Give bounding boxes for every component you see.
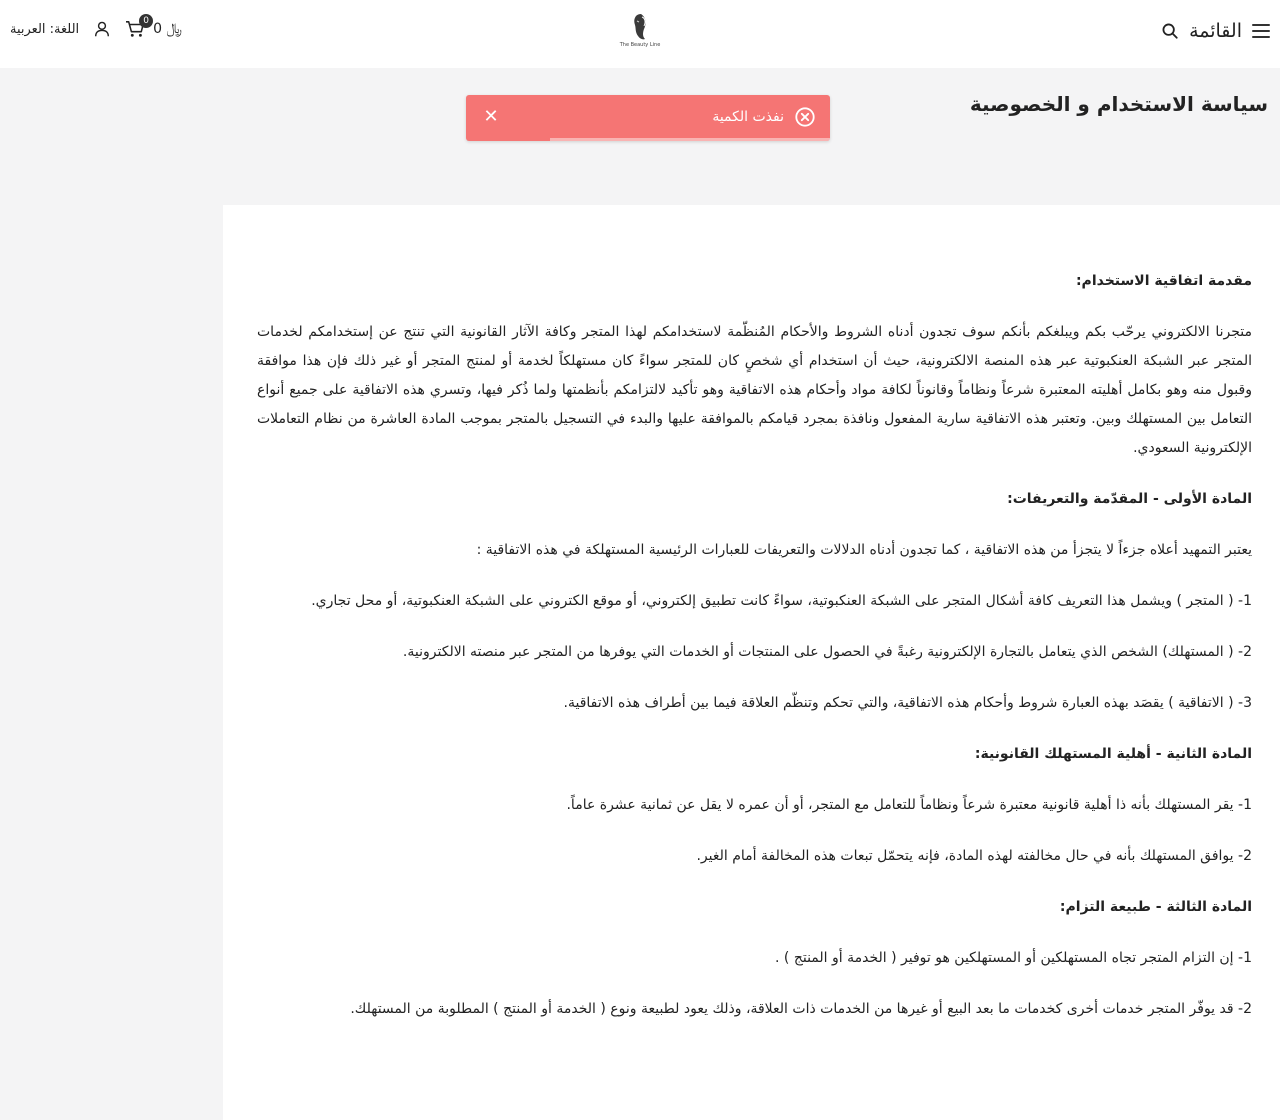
policy-paragraph: 1- يقر المستهلك بأنه ذا أهلية قانونية معتبرة شرعاً ونظاماً للتعامل مع المتجر، أو أن عمره لا يقل عن ثمانية عشرة عاماً.: [566, 797, 1252, 813]
search-icon[interactable]: [1161, 22, 1179, 40]
section-heading: المادة الثانية - أهلية المستهلك القانونية:: [974, 746, 1252, 762]
store-logo[interactable]: [610, 12, 670, 58]
cart-total: 0 ﷼: [153, 21, 183, 37]
policy-paragraph: 1- إن التزام المتجر تجاه المستهلكين أو المستهلكين هو توفير ( الخدمة أو المنتج ) .: [775, 950, 1252, 966]
policy-paragraph: يعتبر التمهيد أعلاه جزءاً لا يتجزأ من هذه الاتفاقية ، كما تجدون أدناه الدلالات والتعريفات للعبارات الرئيسية المستهلكة في هذه الاتفاقية :: [476, 542, 1252, 558]
toast-close-icon[interactable]: ✕: [483, 106, 499, 127]
section-heading: المادة الثالثة - طبيعة التزام:: [1059, 899, 1252, 915]
policy-paragraph: متجرنا الالكتروني يرحّب بكم ويبلغكم بأنكم سوف تجدون أدناه الشروط والأحكام المُنظّمة لاستخدامكم لهذا المتجر وكافة الآثار القانونية التي تنتج عن إستخدامكم لخدمات المتجر عبر الشبكة العنكبوتية عبر هذه المنصة الالكترونية، حيث أن استخدام أي شخصٍ كان للمتجر سواءً كان مستهلكاً لخدمة أو لمنتج المتجر أو غير ذلك فإن هذا موافقة وقبول منه وهو بكامل أهليته المعتبرة شرعاً ونظاماً وقانوناً لكافة مواد وأحكام هذه الاتفاقية وهو تأكيد لالتزامكم بأنظمتها ولما ذُكر فيها، وتسري هذه الاتفاقية على جميع أنواع التعامل بين المستهلك وبين. وتعتبر هذه الاتفاقية سارية المفعول ونافذة بمجرد قيامكم بالموافقة عليها والبدء في التسجيل بالمتجر بموجب المادة العاشرة من نظام التعاملات الإلكترونية السعودي.: [257, 324, 1252, 456]
section-heading: المادة الأولى - المقدّمة والتعريفات:: [1007, 491, 1252, 507]
header-actions: [10, 16, 183, 38]
logo-text: The Beauty Line: [619, 42, 661, 48]
policy-body: [257, 267, 1252, 1046]
toast-progress-bar: [550, 138, 830, 141]
cart-count-badge: 0: [139, 14, 153, 28]
page-title: سياسة الاستخدام و الخصوصية: [969, 92, 1268, 116]
toast-notification: [466, 95, 830, 141]
policy-paragraph: 3- ( الاتفاقية ) يقصَد بهذه العبارة شروط وأحكام هذه الاتفاقية، والتي تحكم وتنظّم العلاقة فيما بين أطراف هذه الاتفاقية.: [563, 695, 1252, 711]
error-circle-icon: [794, 106, 816, 128]
section-heading: مقدمة اتفاقية الاستخدام:: [1075, 273, 1252, 289]
site-header: [0, 0, 1280, 68]
language-switcher[interactable]: اللغة: العربية: [10, 21, 80, 37]
policy-paragraph: 1- ( المتجر ) ويشمل هذا التعريف كافة أشكال المتجر على الشبكة العنكبوتية، سواءً كانت تطبيق إلكتروني، أو موقع الكتروني على الشبكة العنكبوتية، أو محل تجاري.: [311, 593, 1252, 609]
toast-message-text: نفذت الكمية: [712, 109, 784, 125]
logo-face-icon: [629, 12, 651, 42]
menu-label[interactable]: القائمة: [1189, 20, 1242, 42]
policy-paragraph: 2- يوافق المستهلك بأنه في حال مخالفته لهذه المادة، فإنه يتحمّل تبعات هذه المخالفة أمام الغير.: [696, 848, 1252, 864]
hamburger-menu-icon[interactable]: [1252, 24, 1270, 38]
cart-button[interactable]: [125, 16, 183, 38]
menu-group: [1161, 20, 1270, 42]
toast-message: [712, 106, 816, 128]
user-account-icon[interactable]: [93, 20, 111, 38]
policy-paragraph: 2- قد يوفّر المتجر خدمات أخرى كخدمات ما بعد البيع أو غيرها من الخدمات ذات العلاقة، وذلك يعود لطبيعة ونوع ( الخدمة أو المنتج ) المطلوبة من المستهلك.: [350, 1001, 1252, 1017]
policy-content-card: [223, 205, 1280, 1120]
policy-paragraph: 2- ( المستهلك) الشخص الذي يتعامل بالتجارة الإلكترونية رغبةً في الحصول على المنتجات أو الخدمات التي يوفرها من المتجر عبر منصته الالكترونية.: [402, 644, 1252, 660]
shopping-cart-icon[interactable]: [125, 16, 150, 38]
